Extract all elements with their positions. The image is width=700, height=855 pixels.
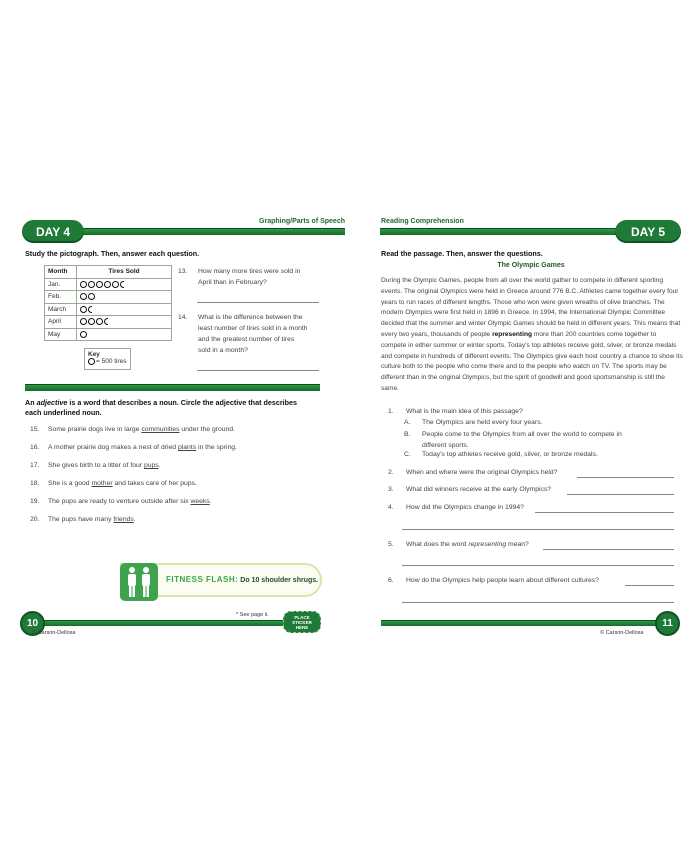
answer-line-14[interactable] [197, 370, 319, 371]
item-text: in the spring. [196, 444, 237, 451]
answer-line-5a[interactable] [543, 549, 674, 550]
page-number: 11 [655, 611, 680, 636]
item-number: 17. [30, 462, 40, 469]
tire-circle-icon [80, 293, 87, 300]
underlined-noun: weeks [190, 498, 210, 505]
pictograph-row [45, 303, 172, 316]
underlined-noun: mother [91, 480, 113, 487]
pictograph-table [44, 265, 172, 341]
adjective-item [30, 462, 161, 469]
header-bar [70, 228, 345, 235]
tire-circle-icon [112, 281, 119, 288]
tire-circle-icon [80, 318, 87, 325]
item-number: 19. [30, 498, 40, 505]
month-cell: Feb. [45, 291, 77, 304]
half-tire-icon [88, 306, 92, 313]
adjective-item [30, 444, 237, 451]
item-text: She gives birth to a litter of four [48, 462, 144, 469]
underlined-noun: communities [141, 426, 180, 433]
item-number: 15. [30, 426, 40, 433]
option-c[interactable]: C. Today's top athletes receive gold, silver, or bronze medals. [404, 451, 598, 458]
answer-line-6b[interactable] [402, 602, 674, 603]
month-cell: March [45, 303, 77, 316]
tire-circle-icon [80, 331, 87, 338]
adjective-item [30, 480, 197, 487]
footer-bar [381, 620, 666, 626]
month-cell: Jan. [45, 278, 77, 291]
adjective-item [30, 516, 136, 523]
fitness-flash-text: FITNESS FLASH: Do 10 shoulder shrugs. [166, 575, 319, 584]
tires-cell [77, 278, 172, 291]
pictograph-key [84, 348, 131, 370]
section-title: Reading Comprehension [381, 218, 464, 225]
item-text: and takes care of her pups. [112, 480, 197, 487]
pictograph-row [45, 316, 172, 329]
pictograph-row [45, 278, 172, 291]
adjective-item [30, 498, 212, 505]
col-tires: Tires Sold [77, 266, 172, 279]
item-number: 18. [30, 480, 40, 487]
question-3: 3. What did winners receive at the early Olympics? [388, 486, 552, 493]
passage: During the Olympic Games, people from all over the world gather to compete in different sporting events. The original Olympics were held in Greece around 776 B.C. Athletes came together every four years to run races of different lengths. Those who won were given wreaths of olive branches. The modern Olympics were first held in 1896 in Greece. In 1994, the International Olympic Committee decided that the summer and winter Olympic Games should be held in different years. This means that every two years, thousands of people representing more than 200 countries come together to compete in either summer or winter sports. Today's top athletes receive gold, silver, or bronze medals and compete in hundreds of different events. The Olympics give each host country a chance to show its culture both to the people who come there and to the people who watch on TV. The sports may be different than in the original Olympics, but the spirit of goodwill and good sportsmanship is still the same. [381, 277, 683, 392]
question-14: 14. What is the difference between the least number of tires sold in a month and the greatest number of tires sold in a month? [178, 314, 308, 354]
tire-circle-icon [88, 318, 95, 325]
option-a[interactable]: A. The Olympics are held every four years. [404, 419, 543, 426]
answer-line-5b[interactable] [402, 565, 674, 566]
item-text: The pups are ready to venture outside after six [48, 498, 191, 505]
instruction: Study the pictograph. Then, answer each question. [25, 249, 200, 258]
day-badge: DAY 5 [615, 220, 681, 243]
tire-circle-icon [96, 281, 103, 288]
answer-line-2[interactable] [577, 477, 674, 478]
fitness-flash-banner [120, 563, 322, 597]
question-4: 4. How did the Olympics change in 1994? [388, 504, 524, 511]
month-cell: April [45, 316, 77, 329]
copyright: © Carson-Dellosa [600, 630, 644, 636]
col-month: Month [45, 266, 77, 279]
item-text: She is a good [48, 480, 92, 487]
pictograph-row [45, 291, 172, 304]
item-number: 16. [30, 444, 40, 451]
item-number: 20. [30, 516, 40, 523]
tire-circle-icon [88, 281, 95, 288]
tires-cell [77, 291, 172, 304]
section-title: Graphing/Parts of Speech [259, 218, 345, 225]
item-text: under the ground. [179, 426, 236, 433]
tires-cell [77, 328, 172, 341]
tires-cell [77, 303, 172, 316]
question-5: 5. What does the word representing mean? [388, 541, 529, 548]
underlined-noun: plants [177, 444, 197, 451]
answer-line-4a[interactable] [535, 512, 674, 513]
tire-circle-icon [96, 318, 103, 325]
adjective-instruction: An adjective is a word that describes a noun. Circle the adjective that describes each underlined noun. [25, 398, 298, 417]
item-text: . [133, 516, 136, 523]
question-6: 6. How do the Olympics help people learn about different cultures? [388, 577, 599, 584]
half-tire-icon [120, 281, 124, 288]
header-bar [380, 228, 630, 235]
key-label: Key [88, 351, 100, 358]
underlined-noun: friends [113, 516, 134, 523]
key-value: = 500 tires [96, 358, 127, 366]
item-text: A mother prairie dog makes a nest of dried [48, 444, 178, 451]
underlined-noun: pups [143, 462, 159, 469]
section-divider [25, 384, 320, 391]
answer-line-6a[interactable] [625, 585, 674, 586]
sticker-placeholder[interactable]: PLACE STICKER HERE [283, 611, 321, 633]
question-13: 13. How many more tires were sold in April than in February? [178, 268, 301, 286]
item-text: The pups have many [48, 516, 114, 523]
month-cell: May [45, 328, 77, 341]
tire-circle-icon [80, 306, 87, 313]
option-b[interactable]: B. People come to the Olympics from all over the world to compete in different sports. [404, 431, 622, 449]
day-badge: DAY 4 [22, 220, 84, 243]
item-text: Some prairie dogs live in large [48, 426, 142, 433]
question-2: 2. When and where were the original Olympics held? [388, 469, 558, 476]
tire-circle-icon [104, 281, 111, 288]
footer-bar [30, 620, 295, 626]
item-text: . [209, 498, 212, 505]
adjective-item [30, 426, 235, 433]
tire-circle-icon [88, 293, 95, 300]
half-tire-icon [104, 318, 108, 325]
tires-cell [77, 316, 172, 329]
question-1: 1. What is the main idea of this passage? [388, 408, 523, 415]
exercise-figures-icon [120, 563, 158, 601]
tire-circle-icon [88, 358, 95, 365]
item-text: . [158, 462, 161, 469]
copyright: © Carson-Dellosa [32, 630, 76, 636]
instruction: Read the passage. Then, answer the questions. [381, 249, 543, 258]
pictograph-row [45, 328, 172, 341]
tire-circle-icon [80, 281, 87, 288]
see-page-note: * See page ii. [236, 612, 269, 618]
page-number: 10 [20, 611, 45, 636]
passage-title: The Olympic Games [497, 262, 565, 269]
answer-line-3[interactable] [567, 494, 674, 495]
answer-line-4b[interactable] [402, 529, 674, 530]
answer-line-13[interactable] [197, 302, 319, 303]
